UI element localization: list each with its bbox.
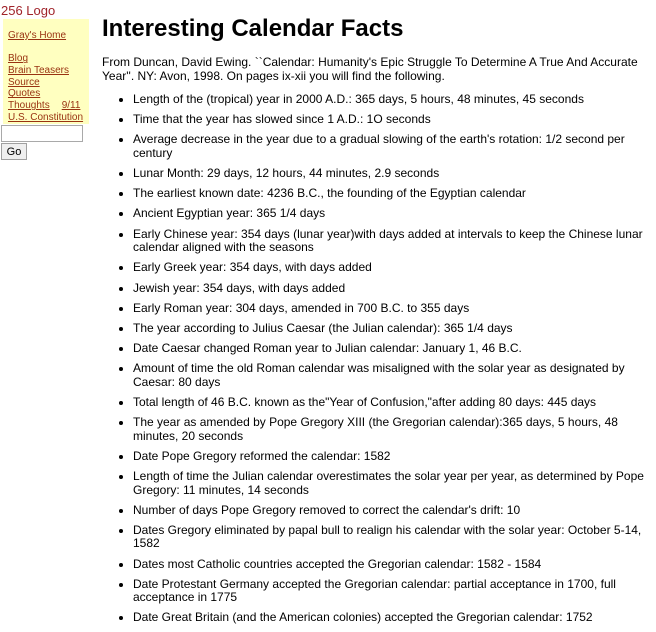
list-item: • Length of time the Julian calendar overestimates the solar year per year, as determined by Pope Gregory: 11 minutes, 14 seconds — [133, 470, 654, 497]
page-title: Interesting Calendar Facts — [102, 15, 404, 42]
intro-citation: From Duncan, David Ewing. ``Calendar: Humanity's Epic Struggle To Determine A True And Accurate Year''. NY: Avon, 1998. On pages ix-xii you will find the following. — [102, 55, 638, 83]
list-item: • Early Greek year: 354 days, with days added — [133, 261, 654, 275]
facts-list — [102, 93, 654, 632]
search-input[interactable] — [1, 125, 83, 142]
go-button[interactable]: Go — [1, 143, 27, 160]
nav-link-thoughts[interactable]: Thoughts — [8, 100, 50, 112]
site-logo[interactable]: 256 Logo — [1, 3, 56, 18]
list-item: • Lunar Month: 29 days, 12 hours, 44 minutes, 2.9 seconds — [133, 167, 654, 181]
list-item: • Length of the (tropical) year in 2000 A.D.: 365 days, 5 hours, 48 minutes, 45 seconds — [133, 93, 654, 107]
list-item: • The year as amended by Pope Gregory XIII (the Gregorian calendar):365 days, 5 hours, 48 minutes, 20 seconds — [133, 416, 654, 443]
nav-link-home[interactable]: Gray's Home — [8, 30, 67, 41]
list-item: • The earliest known date: 4236 B.C., the founding of the Egyptian calendar — [133, 187, 654, 201]
list-item: • The year according to Julius Caesar (the Julian calendar): 365 1/4 days — [133, 322, 654, 336]
nav-link-source[interactable]: Source — [8, 76, 40, 88]
list-item: • Dates Gregory eliminated by papal bull to realign his calendar with the solar year: October 5-14, 1582 — [133, 524, 654, 551]
nav-link-quotes[interactable]: Quotes — [8, 88, 41, 100]
nav-link-us-constitution[interactable]: U.S. Constitution — [8, 111, 84, 123]
list-item: • Ancient Egyptian year: 365 1/4 days — [133, 207, 654, 221]
list-item: • Total length of 46 B.C. known as the"Year of Confusion,"after adding 80 days: 445 days — [133, 396, 654, 410]
list-item: • Jewish year: 354 days, with days added — [133, 282, 654, 296]
list-item: • Date Great Britain (and the American colonies) accepted the Gregorian calendar: 1752 — [133, 611, 654, 625]
list-item: • Average decrease in the year due to a gradual slowing of the earth's rotation: 1/2 second per century — [133, 133, 654, 160]
sidebar-nav — [3, 19, 89, 124]
list-item: • Date Protestant Germany accepted the Gregorian calendar: partial acceptance in 1700, full acceptance in 1775 — [133, 578, 654, 605]
nav-link-blog[interactable]: Blog — [8, 53, 29, 65]
list-item: • Number of days Pope Gregory removed to correct the calendar's drift: 10 — [133, 504, 654, 518]
list-item: • Date Caesar changed Roman year to Julian calendar: January 1, 46 B.C. — [133, 342, 654, 356]
nav-link-brain-teasers[interactable]: Brain Teasers — [8, 65, 69, 77]
list-item: • Early Roman year: 304 days, amended in 700 B.C. to 355 days — [133, 302, 654, 316]
list-item: • Early Chinese year: 354 days (lunar year)with days added at intervals to keep the Chinese lunar calendar aligned with the seasons — [133, 228, 654, 255]
list-item: • Dates most Catholic countries accepted the Gregorian calendar: 1582 - 1584 — [133, 558, 654, 572]
list-item: • Time that the year has slowed since 1 A.D.: 1O seconds — [133, 113, 654, 127]
list-item: • Date Pope Gregory reformed the calendar: 1582 — [133, 450, 654, 464]
nav-link-9-11[interactable]: 9/11 — [61, 100, 81, 112]
list-item: • Amount of time the old Roman calendar was misaligned with the solar year as designated by Caesar: 80 days — [133, 362, 654, 389]
